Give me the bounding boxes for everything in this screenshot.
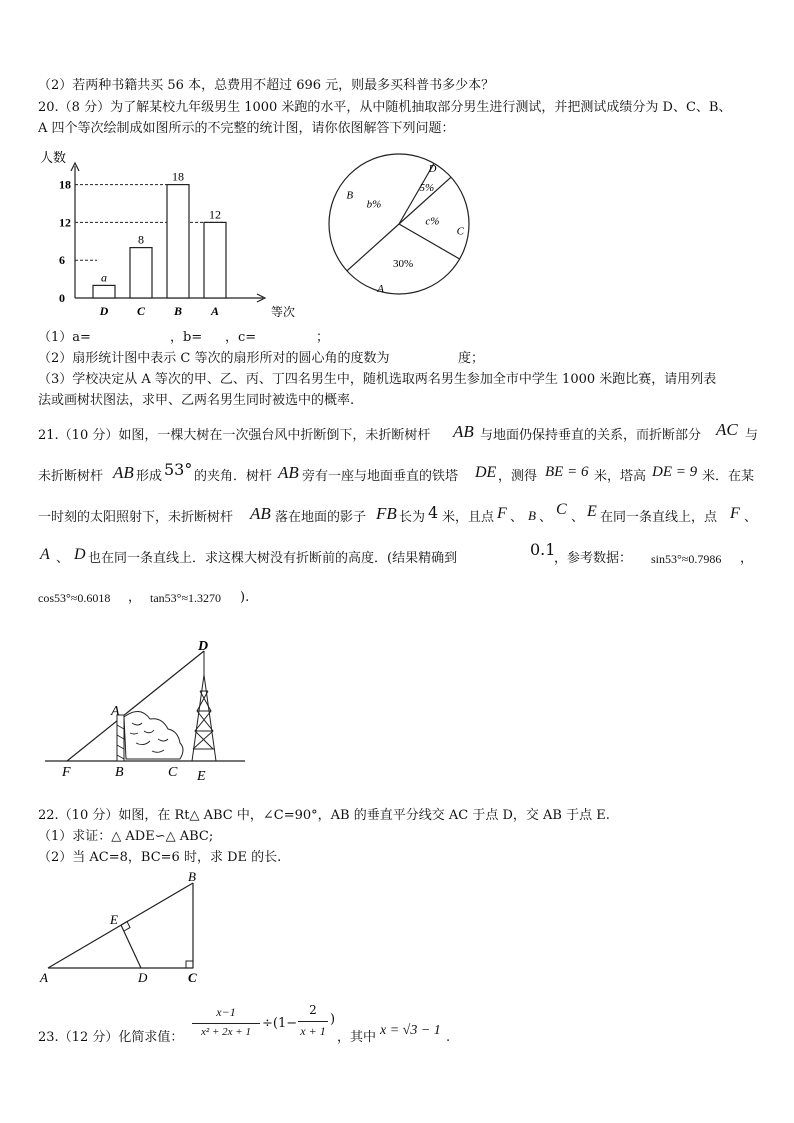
q21-line3-b: 落在地面的影子 — [275, 510, 367, 525]
y-tick-label: 6 — [59, 253, 65, 268]
pie-slice-A-name: A — [377, 282, 385, 295]
fraction-2-bar — [298, 1021, 328, 1022]
q21-fb: FB — [376, 504, 397, 523]
bar-data-label: 8 — [138, 232, 144, 247]
q21-line2-a: 未折断树杆 — [38, 469, 104, 484]
pie-slice-B-label: b% — [366, 198, 382, 211]
q20-part2-post: 度； — [458, 351, 485, 366]
iron-tower — [192, 651, 216, 761]
bar-data-label: a — [101, 270, 107, 285]
q21-line3-a: 一时刻的太阳照射下，未折断树杆 — [38, 510, 234, 525]
q21-pt-f2: F — [730, 505, 740, 522]
fallen-tree-crown — [124, 711, 183, 759]
fraction-2-denominator: x + 1 — [300, 1024, 326, 1038]
fraction-2 — [296, 1003, 330, 1043]
fig22-label-e: E — [110, 912, 118, 927]
q21-be-eq: BE = 6 — [545, 464, 589, 480]
q21-line3-c: 长为 — [399, 510, 426, 525]
q21-line4-a: 也在同一条直线上．求这棵大树没有折断前的高度．(结果精确到 — [88, 551, 458, 566]
q21-sep-3: 、 — [571, 510, 585, 525]
x-tick-label: A — [210, 304, 220, 318]
q21-sep-4: 、 — [744, 510, 758, 525]
q22-line3: （2）当 AC=8，BC=6 时，求 DE 的长. — [38, 850, 282, 865]
q21-pt-f: F — [497, 505, 507, 522]
q21-line2-f: 米，塔高 — [594, 469, 647, 484]
q21-sep-1: 、 — [510, 510, 524, 525]
y-tick-label: 12 — [59, 215, 71, 230]
fraction-1-bar — [192, 1023, 260, 1024]
x-tick-label: C — [136, 304, 146, 318]
q20-part1-end: ； — [316, 330, 330, 345]
q21-ab-2: AB — [113, 463, 134, 482]
fraction-2-numerator: 2 — [309, 1003, 317, 1017]
bar-xlabel: 等次 — [271, 305, 296, 319]
q21-end: ). — [240, 590, 250, 605]
fig21-label-a: A — [111, 704, 120, 719]
bar-D — [93, 285, 115, 298]
q21-line2-c: 的夹角．树杆 — [194, 469, 273, 484]
bar-B — [167, 185, 189, 298]
y-tick-label: 0 — [59, 291, 65, 305]
triangle-abc — [48, 883, 193, 968]
fig22-label-c: C — [188, 970, 197, 985]
q21-precision: 0.1 — [530, 540, 556, 559]
pie-slice-C-label: c% — [425, 215, 440, 228]
q21-line3-d: 米，且点 — [442, 510, 495, 525]
fig22-label-d: D — [138, 970, 148, 985]
q21-angle: 53° — [164, 460, 193, 479]
q21-pt-b: B — [528, 508, 536, 523]
q21-de-eq: DE = 9 — [652, 464, 698, 480]
q23-condition: x = √3 − 1 — [380, 1023, 441, 1038]
q21-line2-g: 米．在某 — [702, 469, 755, 484]
bar-A — [204, 222, 226, 298]
q19-part2: （2）若两种书籍共买 56 本，总费用不超过 696 元，则最多买科普书多少本？ — [38, 78, 495, 93]
fig22-label-b: B — [188, 869, 196, 884]
bar-ylabel: 人数 — [40, 150, 67, 165]
q21-tan: tan53°≈1.3270 — [150, 591, 222, 605]
q21-line1-a: 21.（10 分）如图，一棵大树在一次强台风中折断倒下，未折断树杆 — [38, 428, 431, 443]
q20-line1: 20.（8 分）为了解某校九年级男生 1000 米跑的水平，从中随机抽取部分男生进行测试，并把测试成绩分为 D、C、B、 — [38, 100, 732, 115]
bar-data-label: 18 — [172, 169, 184, 184]
q21-line1-c: 与 — [745, 428, 759, 443]
q23-divide: ÷(1− — [262, 1016, 298, 1031]
q20-part3-line2: 法或画树状图法，求甲、乙两名男生同时被选中的概率. — [38, 393, 355, 408]
q21-pt-a: A — [40, 546, 50, 563]
bar-C — [130, 248, 152, 298]
segment-de — [121, 925, 141, 968]
q21-comma-1: ， — [740, 551, 754, 566]
q20-part1-c: ，c= — [225, 330, 257, 345]
q21-ac: AC — [716, 420, 738, 439]
q21-sep-5: 、 — [56, 551, 70, 566]
q21-pt-e: E — [587, 503, 597, 520]
q21-comma-2: ， — [128, 590, 142, 605]
q21-ab-4: AB — [250, 504, 271, 523]
pie-slice-C-name: C — [456, 225, 464, 238]
y-tick-label: 18 — [59, 177, 71, 192]
q23-prefix: 23.（12 分）化简求值： — [38, 1030, 184, 1045]
pie-slice-D-label: 5% — [419, 182, 435, 195]
fig21-label-c: C — [168, 765, 178, 780]
q20-line2: A 四个等次绘制成如图所示的不完整的统计图，请你依图解答下列问题： — [38, 121, 455, 136]
pie-slice-A-label: 30% — [393, 257, 414, 270]
q21-line1-b: 与地面仍保持垂直的关系，而折断部分 — [480, 428, 702, 443]
q23-where: ，其中 — [337, 1030, 377, 1045]
fig21-label-d: D — [198, 639, 209, 654]
q21-sep-2: 、 — [539, 510, 553, 525]
bar-data-label: 12 — [209, 207, 221, 222]
fraction-1 — [190, 1005, 262, 1045]
q20-part3-line1: （3）学校决定从 A 等次的甲、乙、丙、丁四名男生中，随机选取两名男生参加全市中学生 1000 米跑比赛，请用列表 — [38, 372, 717, 387]
q20-part1-b: ，b= — [170, 330, 203, 345]
fraction-1-numerator: x−1 — [216, 1005, 236, 1019]
pie-chart — [325, 150, 485, 310]
x-tick-label: D — [99, 304, 109, 318]
q21-line2-e: ，测得 — [498, 469, 538, 484]
x-tick-label: B — [173, 304, 183, 318]
q21-line2-d: 旁有一座与地面垂直的铁塔 — [302, 469, 459, 484]
fraction-1-denominator: x² + 2x + 1 — [201, 1026, 251, 1038]
q22-line2: （1）求证：△ ADE∽△ ABC; — [38, 829, 214, 844]
q21-line2-b: 形成 — [136, 469, 163, 484]
fig21-label-f: F — [62, 765, 71, 780]
q21-line3-e: 在同一条直线上，点 — [600, 510, 718, 525]
q21-ab-1: AB — [453, 422, 474, 441]
fig21-label-e: E — [197, 769, 206, 784]
q21-cos: cos53°≈0.6018 — [38, 591, 111, 605]
q21-de: DE — [475, 464, 497, 481]
q21-line4-b: ，参考数据： — [554, 551, 633, 566]
q21-four: 4 — [428, 503, 439, 522]
fig22-label-a: A — [40, 970, 48, 985]
pie-slice-D-name: D — [428, 163, 437, 176]
bar-chart — [35, 140, 296, 320]
q21-sin: sin53°≈0.7986 — [651, 552, 722, 566]
q21-pt-d: D — [74, 546, 86, 563]
fig21-label-b: B — [115, 765, 124, 780]
right-angle-marks — [121, 922, 193, 969]
q20-part2-pre: （2）扇形统计图中表示 C 等次的扇形所对的圆心角的度数为 — [38, 351, 390, 366]
q21-pt-c: C — [556, 501, 567, 518]
q21-ab-3: AB — [278, 463, 299, 482]
q23-close-paren: ) — [330, 1012, 336, 1027]
q23-end: . — [446, 1030, 451, 1045]
q20-part1-a: （1）a= — [38, 330, 91, 345]
tree-trunk — [117, 715, 124, 761]
pie-slice-B-name: B — [346, 189, 354, 202]
figure-22 — [35, 868, 215, 988]
figure-21 — [40, 635, 260, 785]
q22-line1: 22.（10 分）如图，在 Rt△ ABC 中，∠C=90°，AB 的垂直平分线交 AC 于点 D，交 AB 于点 E. — [38, 808, 610, 823]
